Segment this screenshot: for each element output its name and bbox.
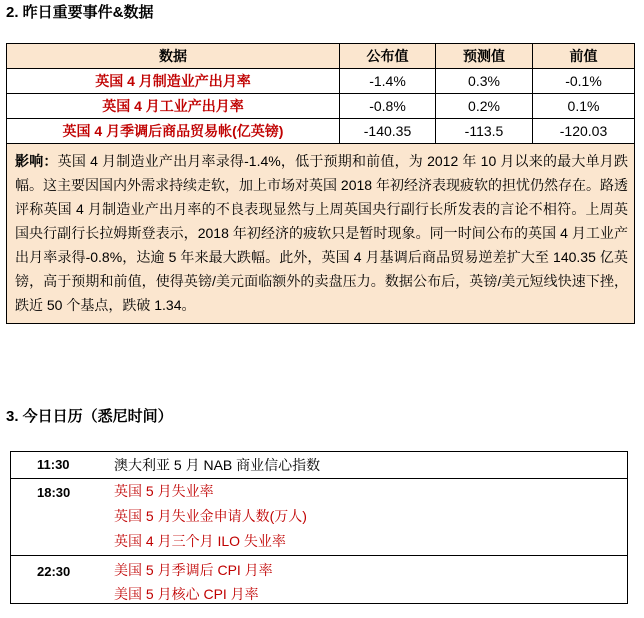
- calendar-time-group: [11, 452, 627, 478]
- impact-label: 影响：: [15, 153, 58, 169]
- calendar-time-group: [11, 478, 627, 556]
- calendar-table: [10, 451, 628, 604]
- calendar-event: 澳大利亚 5 月 NAB 商业信心指数: [114, 457, 321, 473]
- impact-row: [7, 144, 635, 324]
- calendar-event: 英国 5 月失业金申请人数(万人): [114, 508, 307, 524]
- table-row: [7, 94, 635, 119]
- impact-text: 英国 4 月制造业产出月率录得-1.4%，低于预期和前值，为 2012 年 10 月以来的最大单月跌幅。这主要因国内外需求持续走软，加上市场对英国 2018 年初经济表现疲软的担忧仍然存在。路透评称英国 4 月制造业产出月率的不良表现显然与上周英国央行副行长所发表的言论不相符。上周英国央行副行长拉姆斯登表示，2018 年初经济的疲软只是暂时现象。同一时间公布的英国 4 月工业产出月率录得-0.8%，达逾 5 年来最大跌幅。此外，英国 4 月基调后商品贸易逆差扩大至 140.35 亿英镑，高于预期和前值，使得英镑/美元面临额外的卖盘压力。数据公布后，英镑/美元短线快速下挫，跌近 50 个基点，跌破 1.34。: [15, 153, 629, 313]
- calendar-time-group: [11, 555, 627, 604]
- indicator-name: 英国 4 月季调后商品贸易帐(亿英镑): [7, 119, 340, 144]
- header-data: 数据: [7, 44, 340, 69]
- indicator-name: 英国 4 月工业产出月率: [7, 94, 340, 119]
- economic-data-table: [6, 43, 635, 324]
- header-forecast: 预测值: [436, 44, 533, 69]
- section-title-yesterday-events: 2. 昨日重要事件&数据: [6, 4, 154, 21]
- published-value: -1.4%: [340, 69, 436, 94]
- calendar-event: 英国 5 月失业率: [114, 483, 214, 499]
- published-value: -140.35: [340, 119, 436, 144]
- previous-value: -120.03: [533, 119, 635, 144]
- calendar-event: 美国 5 月季调后 CPI 月率: [114, 562, 273, 578]
- calendar-event: 英国 4 月三个月 ILO 失业率: [114, 533, 286, 549]
- calendar-time: 18:30: [37, 485, 71, 500]
- header-previous: 前值: [533, 44, 635, 69]
- forecast-value: 0.3%: [436, 69, 533, 94]
- header-published: 公布值: [340, 44, 436, 69]
- calendar-time: 22:30: [37, 564, 71, 579]
- forecast-value: 0.2%: [436, 94, 533, 119]
- section-title-today-calendar: 3. 今日日历（悉尼时间）: [6, 408, 173, 425]
- indicator-name: 英国 4 月制造业产出月率: [7, 69, 340, 94]
- previous-value: 0.1%: [533, 94, 635, 119]
- previous-value: -0.1%: [533, 69, 635, 94]
- published-value: -0.8%: [340, 94, 436, 119]
- calendar-time: 11:30: [37, 457, 70, 472]
- table-header-row: [7, 44, 635, 69]
- table-row: [7, 119, 635, 144]
- table-row: [7, 69, 635, 94]
- calendar-event: 美国 5 月核心 CPI 月率: [114, 586, 259, 602]
- impact-cell: [7, 144, 635, 324]
- forecast-value: -113.5: [436, 119, 533, 144]
